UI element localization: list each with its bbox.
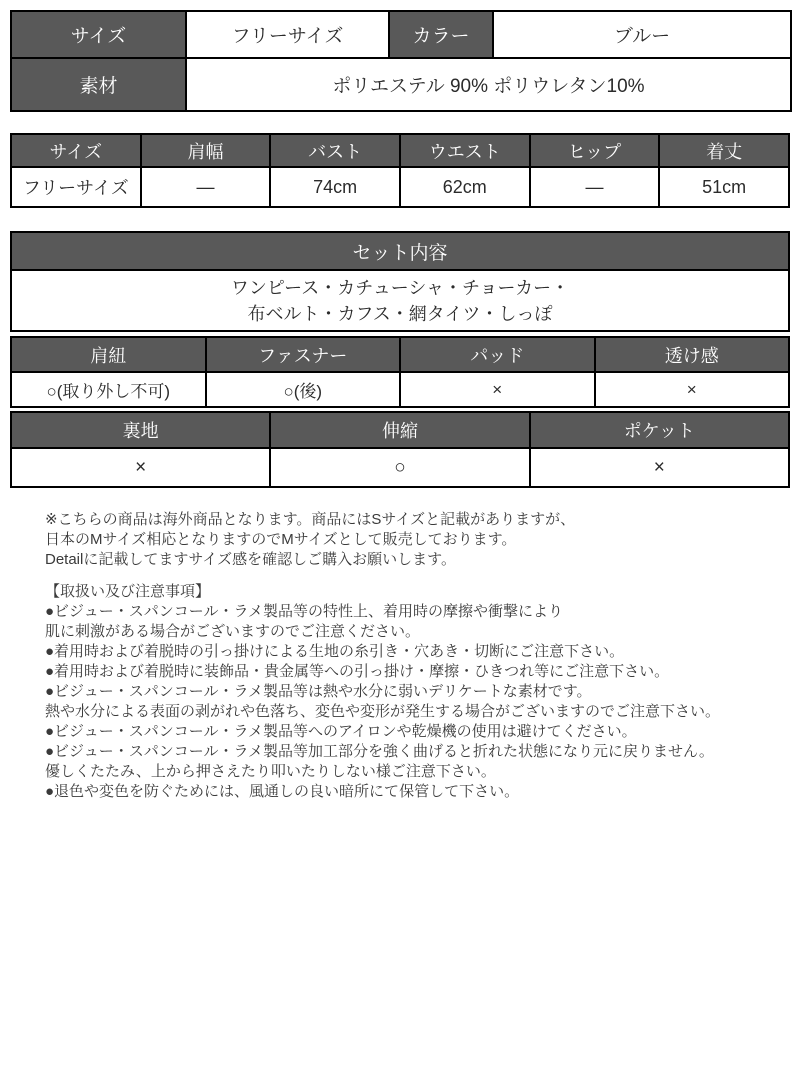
column-header: ポケット — [530, 412, 789, 448]
column-header: ウエスト — [400, 134, 530, 167]
set-contents-cell — [11, 270, 789, 331]
column-header: 着丈 — [659, 134, 789, 167]
handling-line: ●ビジュー・スパンコール・ラメ製品等は熱や水分に弱いデリケートな素材です。 — [45, 683, 592, 700]
set-contents-value-row — [11, 270, 789, 331]
features-table-1 — [10, 336, 790, 408]
table-row — [11, 58, 791, 111]
handling-line: ●ビジュー・スパンコール・ラメ製品等へのアイロンや乾燥機の使用は避けてください。 — [45, 723, 637, 740]
measurement-cell: ― — [530, 167, 660, 207]
notice-line: Detailに記載してますサイズ感を確認しご購入お願いします。 — [45, 551, 456, 568]
material-label-cell: 素材 — [11, 58, 186, 111]
measurement-cell: 74cm — [270, 167, 400, 207]
measurements-value-row — [11, 167, 789, 207]
column-header: ヒップ — [530, 134, 660, 167]
handling-title: 【取扱い及び注意事項】 — [45, 583, 211, 600]
measurements-table — [10, 133, 790, 208]
handling-line: 熱や水分による表面の剥がれや色落ち、変色や変形が発生する場合がございますのでご注意下さい。 — [45, 703, 721, 720]
set-contents-table — [10, 231, 790, 332]
features2-value-row — [11, 448, 789, 487]
measurement-cell: 62cm — [400, 167, 530, 207]
column-header: バスト — [270, 134, 400, 167]
measurement-cell: ― — [141, 167, 271, 207]
notice-line: ※こちらの商品は海外商品となります。商品にはSサイズと記載がありますが、 — [45, 511, 576, 528]
size-color-material-table — [10, 10, 792, 112]
features1-header-row — [11, 337, 789, 372]
feature-cell: ○ — [270, 448, 529, 487]
size-value-cell: フリーサイズ — [186, 11, 389, 58]
feature-cell: × — [400, 372, 595, 407]
column-header: 肩幅 — [141, 134, 271, 167]
size-label-cell: サイズ — [11, 11, 186, 58]
material-value-cell: ポリエステル 90% ポリウレタン10% — [186, 58, 791, 111]
set-contents-line2: 布ベルト・カフス・網タイツ・しっぽ — [247, 303, 553, 324]
measurement-cell: 51cm — [659, 167, 789, 207]
column-header: サイズ — [11, 134, 141, 167]
measurements-header-row — [11, 134, 789, 167]
column-header: 裏地 — [11, 412, 270, 448]
feature-cell: ○(後) — [206, 372, 401, 407]
color-value-cell: ブルー — [493, 11, 791, 58]
handling-line: 肌に刺激がある場合がございますのでご注意ください。 — [45, 623, 421, 640]
column-header: 透け感 — [595, 337, 790, 372]
feature-cell: × — [530, 448, 789, 487]
set-contents-header-row — [11, 232, 789, 270]
column-header: 肩紐 — [11, 337, 206, 372]
feature-cell: × — [595, 372, 790, 407]
handling-line: ●着用時および着脱時の引っ掛けによる生地の糸引き・穴あき・切断にご注意下さい。 — [45, 643, 625, 660]
column-header: ファスナー — [206, 337, 401, 372]
set-contents-line1: ワンピース・カチューシャ・チョーカー・ — [230, 277, 570, 298]
features-table-2 — [10, 411, 790, 488]
features1-value-row — [11, 372, 789, 407]
notes-section — [45, 510, 785, 802]
handling-line: ●ビジュー・スパンコール・ラメ製品等加工部分を強く曲げると折れた状態になり元に戻りません。 — [45, 743, 714, 760]
handling-line: 優しくたたみ、上から押さえたり叩いたりしない様ご注意下さい。 — [45, 763, 496, 780]
handling-line: ●ビジュー・スパンコール・ラメ製品等の特性上、着用時の摩擦や衝撃により — [45, 603, 564, 620]
feature-cell: ○(取り外し不可) — [11, 372, 206, 407]
feature-cell: × — [11, 448, 270, 487]
color-label-cell: カラー — [389, 11, 493, 58]
handling-line: ●着用時および着脱時に装飾品・貴金属等への引っ掛け・摩擦・ひきつれ等にご注意下さい。 — [45, 663, 670, 680]
measurement-cell: フリーサイズ — [11, 167, 141, 207]
column-header: 伸縮 — [270, 412, 529, 448]
spacer — [45, 570, 785, 582]
handling-line: ●退色や変色を防ぐためには、風通しの良い暗所にて保管して下さい。 — [45, 783, 520, 800]
column-header: パッド — [400, 337, 595, 372]
features2-header-row — [11, 412, 789, 448]
notice-line: 日本のMサイズ相応となりますのでMサイズとして販売しております。 — [45, 531, 517, 548]
set-contents-title: セット内容 — [11, 232, 789, 270]
table-row — [11, 11, 791, 58]
